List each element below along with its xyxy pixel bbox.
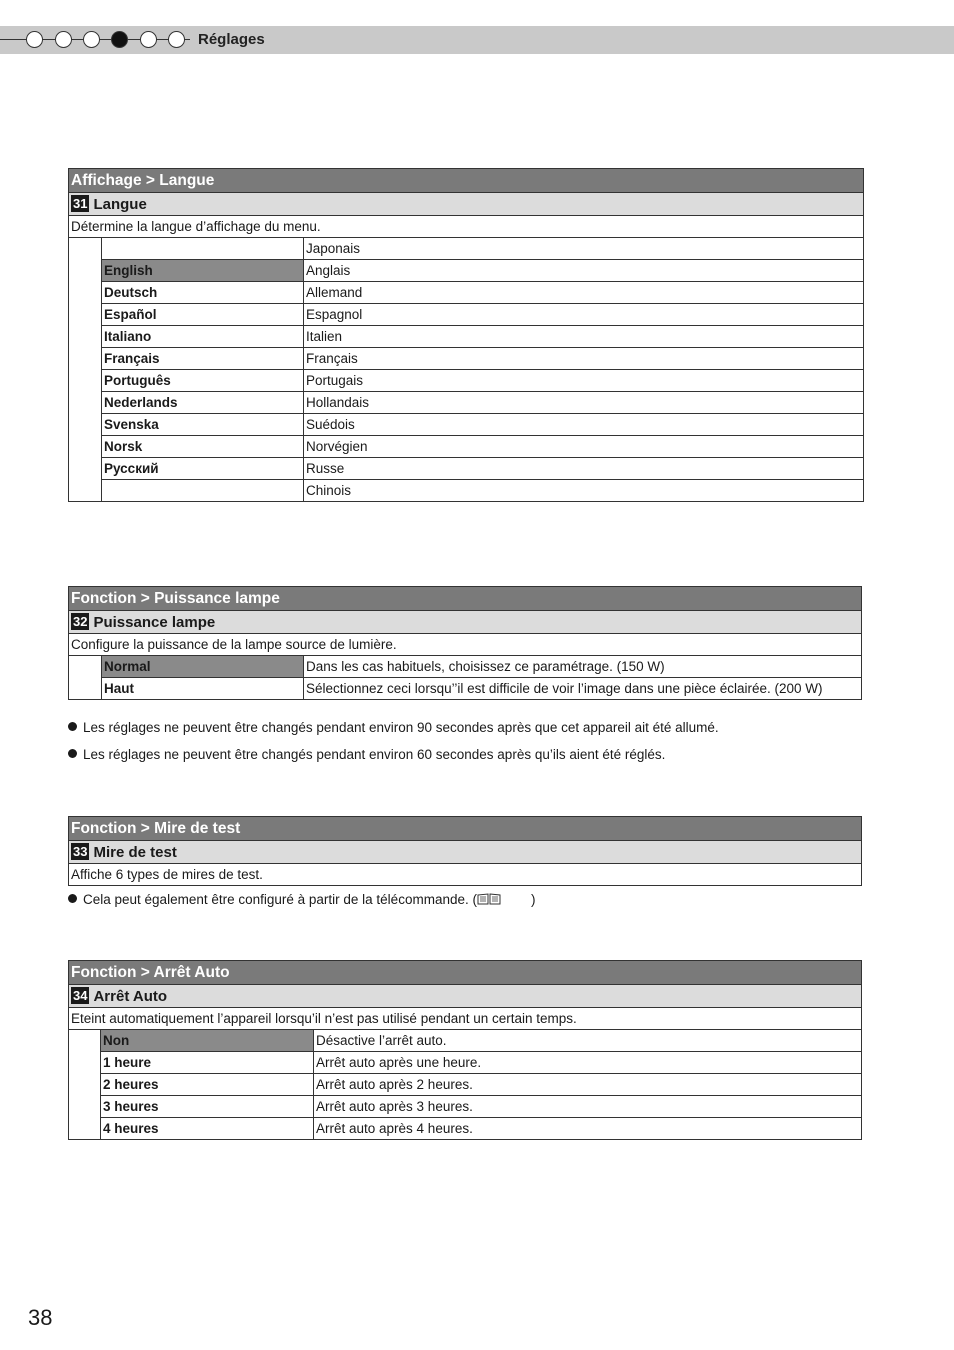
- option-value: Italien: [304, 326, 864, 348]
- section-mire-de-test: [68, 816, 862, 886]
- option-label: [102, 480, 304, 502]
- progress-dot-current: [111, 31, 128, 48]
- table-row: [69, 348, 864, 370]
- table-row: [69, 1118, 862, 1140]
- table-row: [69, 656, 862, 678]
- option-value: Chinois: [304, 480, 864, 502]
- table-row: [69, 436, 864, 458]
- progress-dot: [83, 31, 100, 48]
- option-value: Français: [304, 348, 864, 370]
- table-row: [69, 326, 864, 348]
- option-value: Arrêt auto après 3 heures.: [314, 1096, 862, 1118]
- option-label: Español: [102, 304, 304, 326]
- setting-description: Configure la puissance de la lampe source de lumière.: [69, 634, 862, 656]
- table-row: [69, 260, 864, 282]
- indent-cell: [69, 1030, 101, 1140]
- option-value: Suédois: [304, 414, 864, 436]
- option-value: Anglais: [304, 260, 864, 282]
- setting-description: Affiche 6 types de mires de test.: [69, 864, 862, 886]
- section-heading: Fonction > Arrêt Auto: [69, 961, 862, 985]
- setting-title: [69, 841, 862, 864]
- option-label: Português: [102, 370, 304, 392]
- setting-name: Mire de test: [93, 843, 177, 861]
- header-title: Réglages: [198, 31, 265, 48]
- note-text: Les réglages ne peuvent être changés pendant environ 90 secondes après que cet appareil ait été allumé.: [83, 720, 719, 735]
- option-label: 4 heures: [101, 1118, 314, 1140]
- option-value: Arrêt auto après 2 heures.: [314, 1074, 862, 1096]
- option-label: Deutsch: [102, 282, 304, 304]
- option-label: English: [102, 260, 304, 282]
- option-label: Svenska: [102, 414, 304, 436]
- option-value: Arrêt auto après une heure.: [314, 1052, 862, 1074]
- table-row: [69, 480, 864, 502]
- option-label: 1 heure: [101, 1052, 314, 1074]
- note-text: Cela peut également être configuré à partir de la télécommande. (: [83, 892, 477, 907]
- option-label: 2 heures: [101, 1074, 314, 1096]
- setting-name: Langue: [93, 195, 147, 213]
- setting-name: Puissance lampe: [93, 613, 216, 631]
- option-label: Русский: [102, 458, 304, 480]
- page-number: 38: [28, 1305, 53, 1330]
- table-row: [69, 370, 864, 392]
- option-label: Normal: [102, 656, 304, 678]
- note: [68, 720, 719, 735]
- note-text-end: ): [530, 892, 536, 907]
- setting-title: [69, 985, 862, 1008]
- option-value: Espagnol: [304, 304, 864, 326]
- option-value: Norvégien: [304, 436, 864, 458]
- table-row: [69, 304, 864, 326]
- table-row: [69, 1030, 862, 1052]
- note-text: Les réglages ne peuvent être changés pendant environ 60 secondes après qu’ils aient été réglés.: [83, 747, 666, 762]
- section-heading: Fonction > Mire de test: [69, 817, 862, 841]
- table-row: [69, 414, 864, 436]
- section-heading: Affichage > Langue: [69, 169, 864, 193]
- progress-dot: [26, 31, 43, 48]
- book-reference-icon: [477, 893, 501, 905]
- note: [68, 747, 665, 762]
- setting-number: 34: [73, 987, 88, 1003]
- option-label: Français: [102, 348, 304, 370]
- table-row: [69, 458, 864, 480]
- table-row: [69, 1096, 862, 1118]
- table-row: [69, 1074, 862, 1096]
- progress-dot: [168, 31, 185, 48]
- options-table: [69, 238, 864, 502]
- table-row: [69, 238, 864, 260]
- option-label: Italiano: [102, 326, 304, 348]
- setting-number: 32: [73, 613, 88, 629]
- table-row: [69, 1052, 862, 1074]
- bullet-icon: [68, 749, 77, 758]
- table-row: [69, 282, 864, 304]
- setting-title: [69, 611, 862, 634]
- page-header: [0, 26, 954, 54]
- option-value: Hollandais: [304, 392, 864, 414]
- option-value: Portugais: [304, 370, 864, 392]
- option-value: Japonais: [304, 238, 864, 260]
- setting-number: 31: [73, 195, 88, 211]
- option-value: Désactive l’arrêt auto.: [314, 1030, 862, 1052]
- indent-cell: [69, 238, 102, 502]
- progress-dot: [55, 31, 72, 48]
- options-table: [69, 1030, 862, 1140]
- option-label: [102, 238, 304, 260]
- setting-title: [69, 193, 864, 216]
- indent-cell: [69, 656, 102, 700]
- setting-description: Eteint automatiquement l’appareil lorsqu’il n’est pas utilisé pendant un certain temps.: [69, 1008, 862, 1030]
- option-label: 3 heures: [101, 1096, 314, 1118]
- progress-dot: [140, 31, 157, 48]
- bullet-icon: [68, 722, 77, 731]
- bullet-icon: [68, 894, 77, 903]
- option-value: Dans les cas habituels, choisissez ce paramétrage. (150 W): [304, 656, 862, 678]
- option-label: Norsk: [102, 436, 304, 458]
- section-heading: Fonction > Puissance lampe: [69, 587, 862, 611]
- table-row: [69, 678, 862, 700]
- note: [68, 892, 535, 907]
- table-row: [69, 392, 864, 414]
- option-value: Allemand: [304, 282, 864, 304]
- options-table: [69, 656, 862, 700]
- section-langue: [68, 168, 864, 502]
- setting-name: Arrêt Auto: [93, 987, 168, 1005]
- section-arret-auto: [68, 960, 862, 1140]
- section-puissance-lampe: [68, 586, 862, 700]
- setting-number: 33: [73, 843, 88, 859]
- option-value: Arrêt auto après 4 heures.: [314, 1118, 862, 1140]
- option-value: Sélectionnez ceci lorsqu’’il est difficile de voir l’image dans une pièce éclairée. (200 W): [304, 678, 862, 700]
- setting-description: Détermine la langue d’affichage du menu.: [69, 216, 864, 238]
- option-label: Nederlands: [102, 392, 304, 414]
- option-label: Non: [101, 1030, 314, 1052]
- option-value: Russe: [304, 458, 864, 480]
- option-label: Haut: [102, 678, 304, 700]
